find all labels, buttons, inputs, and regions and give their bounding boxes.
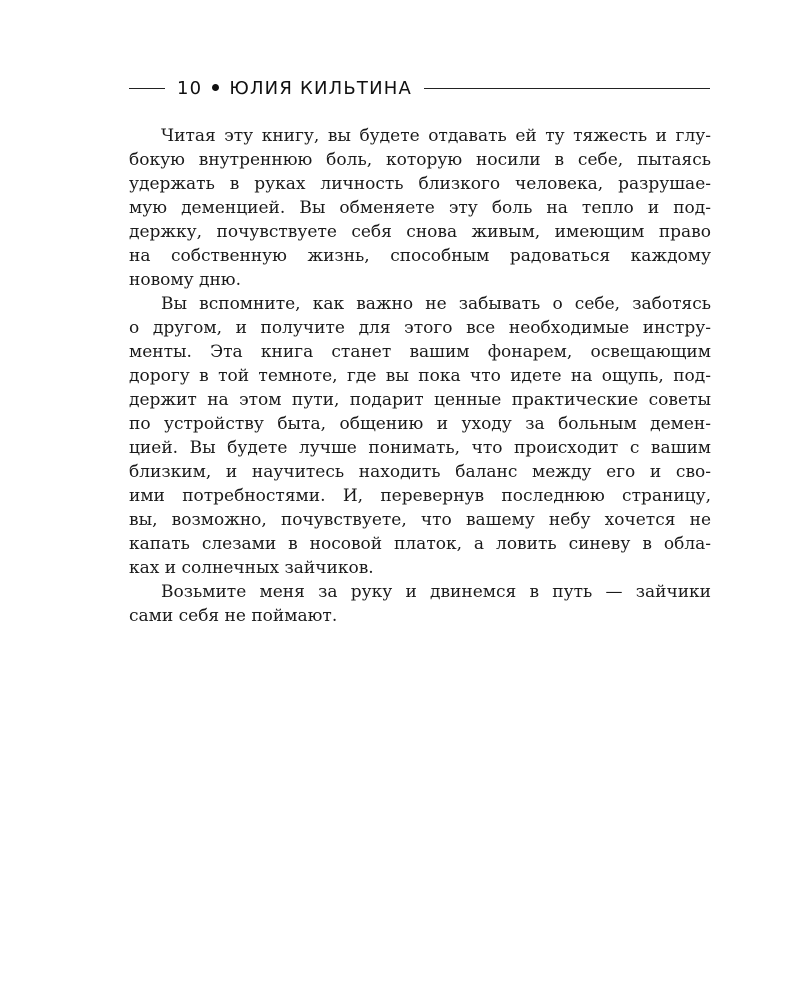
- text-line: вы, возможно, почувствуете, что вашему небу хочется не: [129, 510, 711, 530]
- text-line: удержать в руках личность близкого человека, разрушае-: [129, 174, 711, 194]
- text-line: ках и солнечных зайчиков.: [129, 558, 374, 578]
- text-line: близким, и научитесь находить баланс между его и сво-: [129, 462, 711, 482]
- text-line: Читая эту книгу, вы будете отдавать ей ту тяжесть и глу-: [161, 126, 711, 146]
- bullet-separator: [212, 84, 219, 91]
- text-line: ими потребностями. И, перевернув последнюю страницу,: [129, 486, 711, 506]
- running-head: [129, 76, 710, 100]
- text-line: новому дню.: [129, 270, 242, 290]
- header-rule-left: [129, 88, 165, 89]
- text-line: мую деменцией. Вы обменяете эту боль на тепло и под-: [129, 198, 711, 218]
- paragraph-1: [129, 124, 711, 292]
- paragraph-2: [129, 292, 711, 580]
- text-line: сами себя не поймают.: [129, 606, 338, 626]
- text-line: капать слезами в носовой платок, а ловить синеву в обла-: [129, 534, 711, 554]
- author-name: ЮЛИЯ КИЛЬТИНА: [229, 77, 413, 99]
- text-line: держку, почувствуете себя снова живым, имеющим право: [129, 222, 711, 242]
- text-line: Возьмите меня за руку и двинемся в путь — зайчики: [161, 582, 711, 602]
- text-line: держит на этом пути, подарит ценные практические советы: [129, 390, 711, 410]
- text-line: бокую внутреннюю боль, которую носили в себе, пытаясь: [129, 150, 711, 170]
- body-text: [129, 124, 711, 628]
- text-line: Вы вспомните, как важно не забывать о себе, заботясь: [161, 294, 711, 314]
- paragraph-3: [129, 580, 711, 628]
- text-line: о другом, и получите для этого все необходимые инстру-: [129, 318, 711, 338]
- text-line: на собственную жизнь, способным радоваться каждому: [129, 246, 711, 266]
- text-line: дорогу в той темноте, где вы пока что идете на ощупь, под-: [129, 366, 711, 386]
- text-line: цией. Вы будете лучше понимать, что происходит с вашим: [129, 438, 711, 458]
- text-line: по устройству быта, общению и уходу за больным демен-: [129, 414, 711, 434]
- page-number: 10: [177, 77, 203, 99]
- text-line: менты. Эта книга станет вашим фонарем, освещающим: [129, 342, 711, 362]
- header-rule-right: [424, 88, 710, 89]
